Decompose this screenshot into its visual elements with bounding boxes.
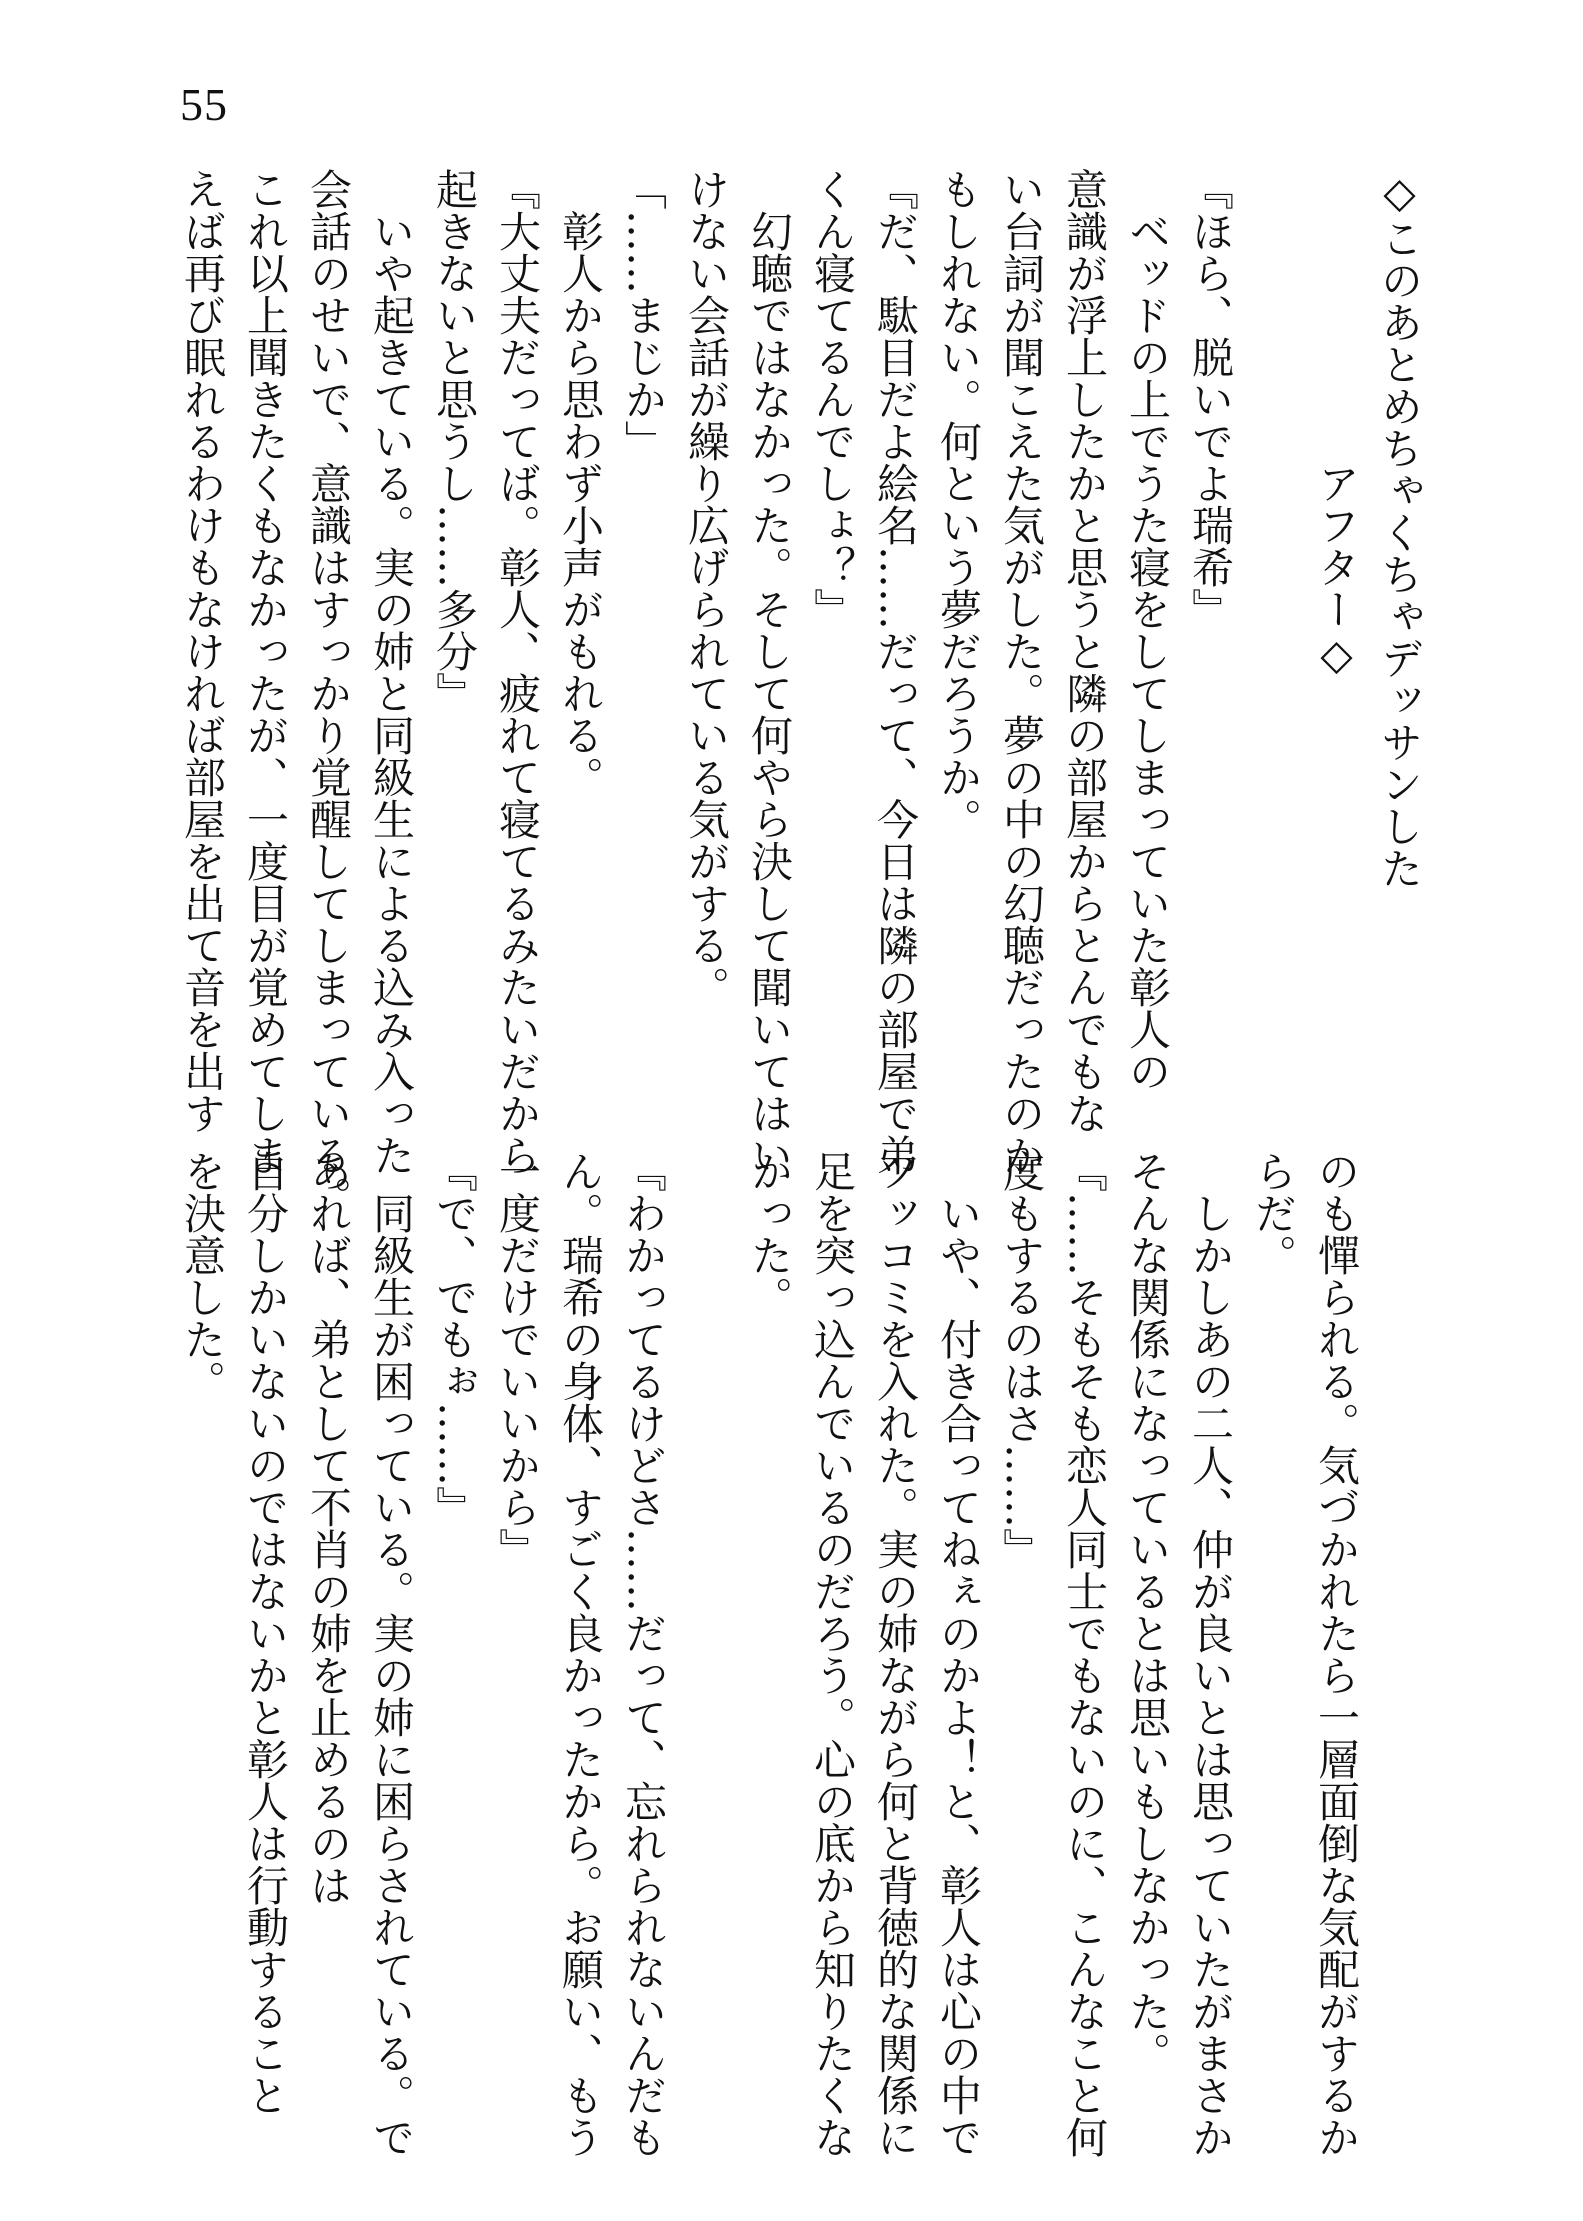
text-column: 『ほら、脱いでよ瑞希』 [1186, 168, 1235, 630]
text-column: 意識が浮上したかと思うと隣の部屋からとんでもな [1060, 168, 1109, 1134]
text-column: もしれない。何という夢だろうか。 [934, 168, 983, 840]
text-column: ん。瑞希の身体、すごく良かったから。お願い、もう [556, 1150, 605, 2158]
text-column: 『で、でもぉ……』 [430, 1150, 479, 1528]
text-column: 足を突っ込んでいるのだろう。心の底から知りたくな [808, 1150, 857, 2158]
text-column: えば再び眠れるわけもなければ部屋を出て音を出す [178, 168, 227, 1134]
text-column: のも憚られる。気づかれたら一層面倒な気配がするか [1312, 1150, 1361, 2158]
text-column: アフター◇ [1312, 168, 1361, 679]
text-column: 「……まじか」 [619, 168, 668, 462]
text-column: いや起きている。実の姉と同級生による込み入った [367, 168, 416, 1176]
text-column: を決意した。 [178, 1150, 227, 1402]
text-column: 同級生が困っている。実の姉に困らされている。で [367, 1150, 416, 2158]
text-column: いや、付き合ってねぇのかよ！と、彰人は心の中で [934, 1150, 983, 2158]
text-column: らだ。 [1249, 1150, 1298, 1276]
text-column: くん寝てるんでしょ？』 [808, 168, 857, 630]
text-column: これ以上聞きたくもなかったが、一度目が覚めてしま [241, 168, 290, 1176]
text-column: しかしあの二人、仲が良いとは思っていたがまさか [1186, 1150, 1235, 2158]
text-column: 起きないと思うし……多分』 [430, 168, 479, 714]
text-column: 『だ、駄目だよ絵名……だって、今日は隣の部屋で弟 [871, 168, 920, 1176]
text-column: 自分しかいないのではないかと彰人は行動すること [241, 1150, 290, 2116]
text-column: けない会話が繰り広げられている気がする。 [682, 168, 731, 1008]
text-column: 『……そもそも恋人同士でもないのに、こんなこと何 [1060, 1150, 1109, 2158]
text-column: 度もするのはさ……』 [997, 1150, 1046, 1570]
text-column: そんな関係になっているとは思いもしなかった。 [1123, 1150, 1172, 2074]
text-column: かった。 [745, 1150, 794, 1318]
text-column: 一度だけでいいから』 [493, 1150, 542, 1570]
text-column: 会話のせいで、意識はすっかり覚醒してしまっている。 [304, 168, 353, 1218]
text-column: 『大丈夫だってば。彰人、疲れて寝てるみたいだから [493, 168, 542, 1176]
text-column: ◇このあとめちゃくちゃデッサンした [1375, 168, 1424, 889]
page-number: 55 [180, 79, 228, 130]
text-column: あれば、弟として不肖の姉を止めるのは [304, 1150, 353, 1906]
text-column: 幻聴ではなかった。そして何やら決して聞いてはい [745, 168, 794, 1176]
text-column: ツッコミを入れた。実の姉ながら何と背徳的な関係に [871, 1150, 920, 2158]
text-column: い台詞が聞こえた気がした。夢の中の幻聴だったのか [997, 168, 1046, 1176]
text-column: ベッドの上でうた寝をしてしまっていた彰人の [1123, 168, 1172, 1092]
text-column: 彰人から思わず小声がもれる。 [556, 168, 605, 798]
text-column: 『わかってるけどさ……だって、忘れられないんだも [619, 1150, 668, 2158]
